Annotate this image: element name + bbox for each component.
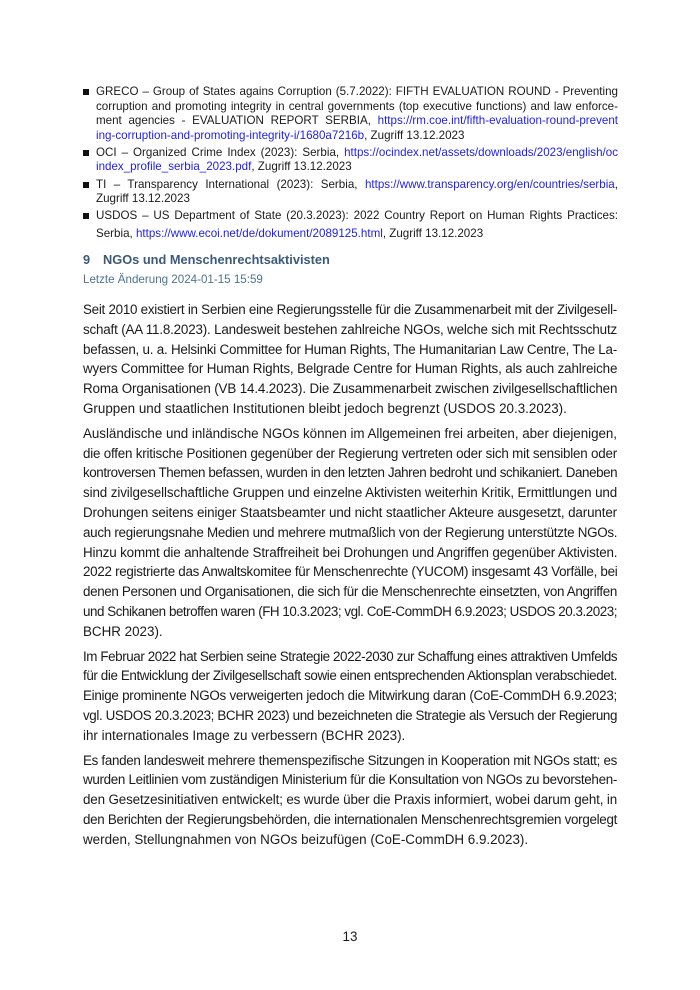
bullet-icon xyxy=(83,182,89,188)
bullet-icon xyxy=(83,150,89,156)
reference-text: Serbia, xyxy=(96,226,136,240)
paragraph-line: befassen, u. a. Helsinki Committee for Human Rights, The Humanitarian Law Centre, The La- xyxy=(83,341,617,357)
last-modified: Letzte Änderung 2024-01-15 15:59 xyxy=(83,273,263,286)
bullet-icon xyxy=(83,89,89,95)
paragraph-line: den Berichten der Regierungsbehörden, die internationalen Menschenrechtsgremien vorgelegt xyxy=(83,811,617,827)
paragraph-line: für die Entwicklung der Zivilgesellschaft sowie einen entsprechenden Aktionsplan verabschiedet. xyxy=(83,668,617,684)
paragraph-line: sind zivilgesellschaftliche Gruppen und einzelne Aktivisten weiterhin Kritik, Ermittlungen und xyxy=(83,485,618,501)
section-title: NGOs und Menschenrechtsaktivisten xyxy=(103,252,330,267)
reference-line xyxy=(96,114,618,129)
paragraph-line: Roma Organisationen (VB 14.4.2023). Die Zusammenarbeit zwischen zivilgesellschaftlichen xyxy=(83,381,618,397)
paragraph-line: werden, Stellungnahmen von NGOs beizufügen (CoE-CommDH 6.9.2023). xyxy=(83,831,529,847)
paragraph-line: denen Personen und Organisationen, die sich für die Menschenrechte einsetzten, von Angriffen xyxy=(83,584,617,600)
reference-item xyxy=(96,85,618,143)
paragraph-line: ihr internationales Image zu verbessern (BCHR 2023). xyxy=(83,727,406,743)
reference-text: corruption and promoting integrity in central governments (top executive functions) and law enforce- xyxy=(96,99,618,113)
reference-link[interactable]: https://rm.coe.int/fifth-evaluation-round-prevent xyxy=(377,114,618,128)
reference-line xyxy=(96,227,618,242)
paragraph xyxy=(83,751,617,850)
paragraph-line: Im Februar 2022 hat Serbien seine Strategie 2022-2030 zur Schaffung eines attraktiven Umfelds xyxy=(83,648,618,664)
paragraph-line: Ausländische und inländische NGOs können im Allgemeinen frei arbeiten, aber diejenigen, xyxy=(83,425,617,441)
paragraph-line: Seit 2010 existiert in Serbien eine Regierungsstelle für die Zusammenarbeit mit der Zivilgesell- xyxy=(83,302,617,317)
reference-line xyxy=(96,85,618,100)
reference-text: TI – Transparency International (2023): Serbia, xyxy=(96,177,365,191)
paragraph xyxy=(83,300,617,419)
reference-link[interactable]: https://www.ecoi.net/de/dokument/2089125.html xyxy=(135,226,383,240)
reference-line xyxy=(96,160,618,175)
reference-item xyxy=(96,146,618,175)
reference-line xyxy=(96,146,618,161)
paragraph-line: auch regierungsnahe Medien und mehrere mutmaßlich von der Regierung unterstützte NGOs. xyxy=(83,524,618,540)
paragraph-line: Es fanden landesweit mehrere themenspezifische Sitzungen in Kooperation mit NGOs statt; es xyxy=(83,752,617,768)
paragraph-line: Gruppen und staatlichen Institutionen bleibt jedoch begrenzt (USDOS 20.3.2023). xyxy=(83,400,567,416)
section-heading xyxy=(83,252,330,267)
paragraph xyxy=(83,424,617,642)
paragraph-line: Hinzu kommt die anhaltende Straffreiheit bei Drohungen und Angriffen gegenüber Aktivisten. xyxy=(83,544,618,560)
reference-line xyxy=(96,178,618,193)
reference-link[interactable]: index_profile_serbia_2023.pdf xyxy=(96,160,252,174)
reference-item xyxy=(96,178,618,207)
paragraph xyxy=(83,647,617,746)
reference-link[interactable]: ing-corruption-and-promoting-integrity-i/1680a7216b xyxy=(96,128,365,142)
paragraph-line: und Schikanen betroffen waren (FH 10.3.2023; vgl. CoE-CommDH 6.9.2023; USDOS 20.3.2023; xyxy=(83,603,617,619)
paragraph-line: BCHR 2023). xyxy=(83,623,163,639)
paragraph-line: Drohungen seitens einiger Staatsbeamter und nicht staatlicher Akteure ausgesetzt, darunter xyxy=(83,504,617,520)
page-number: 13 xyxy=(342,929,358,944)
paragraph-line: schaft (AA 11.8.2023). Landesweit bestehen zahlreiche NGOs, welche sich mit Rechtsschutz xyxy=(83,321,617,337)
reference-text: Zugriff 13.12.2023 xyxy=(96,192,190,206)
reference-link[interactable]: https://ocindex.net/assets/downloads/2023/english/oc xyxy=(344,145,618,159)
reference-line xyxy=(96,100,618,115)
paragraph-line: Einige prominente NGOs verweigerten jedoch die Mitwirkung daran (CoE-CommDH 6.9.2023; xyxy=(83,688,617,704)
reference-text: , xyxy=(614,177,618,191)
paragraph-line: vgl. USDOS 20.3.2023; BCHR 2023) und bezeichneten die Strategie als Versuch der Regierung xyxy=(83,707,617,723)
reference-line xyxy=(96,192,618,207)
section-body xyxy=(83,300,617,855)
paragraph-line: 2022 registrierte das Anwaltskomitee für Menschenrechte (YUCOM) insgesamt 43 Vorfälle, bei xyxy=(83,564,618,580)
reference-list xyxy=(96,85,618,244)
reference-text: , Zugriff 13.12.2023 xyxy=(382,226,484,240)
reference-text: , Zugriff 13.12.2023 xyxy=(251,160,352,174)
reference-line xyxy=(96,209,618,224)
paragraph-line: wurden Leitlinien vom zuständigen Ministerium für die Konsultation von NGOs zu bevorstehen- xyxy=(83,772,617,788)
reference-link[interactable]: https://www.transparency.org/en/countries/serbia xyxy=(364,177,615,191)
paragraph-line: die offen kritische Positionen gegenüber der Regierung vertreten oder sich mit sensiblen oder xyxy=(83,445,617,461)
reference-text: OCI – Organized Crime Index (2023): Serbia, xyxy=(96,145,345,159)
paragraph-line: kontroversen Themen befassen, wurden in den letzten Jahren bedroht und schikaniert. Daneben xyxy=(83,465,618,481)
reference-text: GRECO – Group of States agains Corruption (5.7.2022): FIFTH EVALUATION ROUND - Preventing xyxy=(96,85,618,98)
reference-text: ment agencies - EVALUATION REPORT SERBIA, xyxy=(96,114,378,128)
paragraph-line: wyers Committee for Human Rights, Belgrade Centre for Human Rights, als auch zahlreiche xyxy=(83,361,618,377)
reference-item xyxy=(96,209,618,241)
paragraph-line: den Gesetzesinitiativen entwickelt; es wurde über die Praxis informiert, wobei darum geht, in xyxy=(83,792,618,808)
reference-line xyxy=(96,129,618,144)
section-number: 9 xyxy=(83,252,91,267)
bullet-icon xyxy=(83,213,89,219)
reference-text: USDOS – US Department of State (20.3.2023): 2022 Country Report on Human Rights Practices: xyxy=(96,209,618,223)
reference-text: , Zugriff 13.12.2023 xyxy=(364,128,465,142)
